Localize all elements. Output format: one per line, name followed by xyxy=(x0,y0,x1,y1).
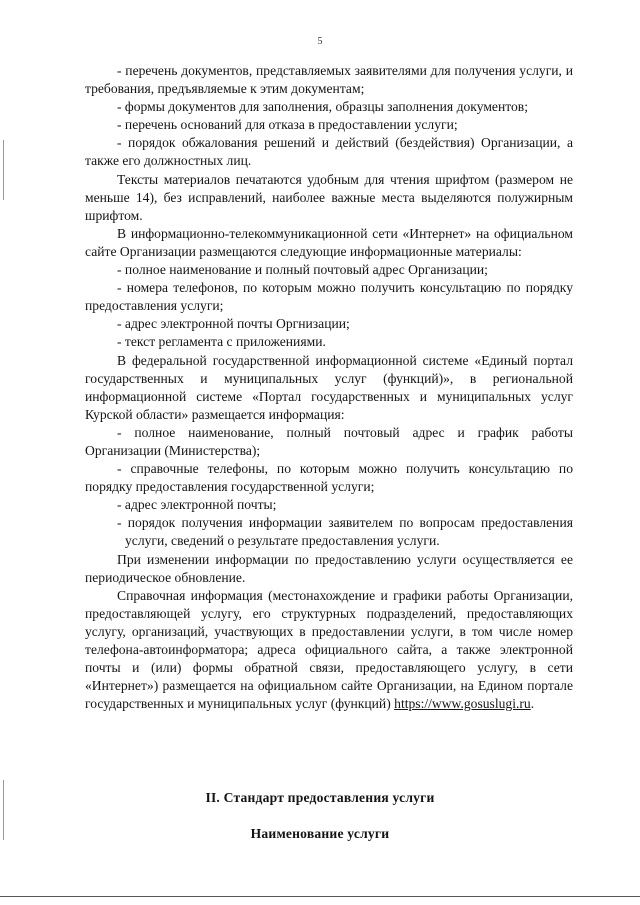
reference-text: Справочная информация (местонахождение и графики работы Организации, предоставляющей услугу, его структурных подразделений, предоставляющих услугу, организаций, участвующих в предоставлении услуги, в том числе номер телефона-автоинформатора; адреса официального сайта, а также электронной почты и (или) формы обратной связи, предоставляющего услугу, в сети «Интернет») размещается на официальном сайте Организации, на Едином портале государственных и муниципальных услуг (функций) xyxy=(85,587,573,712)
paragraph: - перечень оснований для отказа в предоставлении услуги; xyxy=(117,117,458,133)
paragraph: - порядок получения информации заявителем по вопросам предоставления xyxy=(117,515,573,531)
scan-margin-mark xyxy=(3,140,4,200)
paragraph: В информационно-телекоммуникационной сети «Интернет» на официальном сайте Организации размещаются следующие информационные материалы: xyxy=(85,225,573,259)
sentence-end: . xyxy=(530,696,535,712)
paragraph: При изменении информации по предоставлению услуги осуществляется ее периодическое обновление. xyxy=(85,551,573,585)
paragraph: - полное наименование и полный почтовый адрес Организации; xyxy=(117,262,488,278)
paragraph: В федеральной государственной информационной системе «Единый портал государственных и муниципальных услуг (функций)», в региональной информационной системе «Портал государственных и муниципальных услуг Курской области» размещается информация: xyxy=(85,352,573,422)
document-body xyxy=(85,62,573,713)
section-title: II. Стандарт предоставления услуги xyxy=(205,790,435,805)
gosuslugi-link[interactable]: https://www.gosuslugi.ru xyxy=(394,696,531,712)
paragraph: - номера телефонов, по которым можно получить консультацию по порядку предоставления услуги; xyxy=(85,280,573,314)
reference-paragraph xyxy=(85,587,573,714)
scan-bottom-edge xyxy=(0,896,640,897)
paragraph: - адрес электронной почты; xyxy=(117,497,277,513)
paragraph: - полное наименование, полный почтовый адрес и график работы Организации (Министерства); xyxy=(85,424,573,458)
scan-margin-mark xyxy=(3,780,4,840)
paragraph: - справочные телефоны, по которым можно получить консультацию по порядку предоставления государственной услуги; xyxy=(85,461,573,495)
subsection-title: Наименование услуги xyxy=(250,826,390,841)
paragraph: - порядок обжалования решений и действий (бездействия) Организации, а также его должностных лиц. xyxy=(85,135,573,169)
page-number: 5 xyxy=(317,36,323,47)
paragraph: услуги, сведений о результате предоставления услуги. xyxy=(125,533,440,549)
paragraph: - перечень документов, представляемых заявителями для получения услуги, и требования, предъявляемые к этим документам; xyxy=(85,63,573,97)
paragraph: Тексты материалов печатаются удобным для чтения шрифтом (размером не меньше 14), без исправлений, наиболее важные места выделяются полужирным шрифтом. xyxy=(85,171,573,223)
paragraph: - текст регламента с приложениями. xyxy=(117,334,326,350)
paragraph: - адрес электронной почты Оргнизации; xyxy=(117,316,350,332)
paragraph: - формы документов для заполнения, образцы заполнения документов; xyxy=(117,99,528,115)
